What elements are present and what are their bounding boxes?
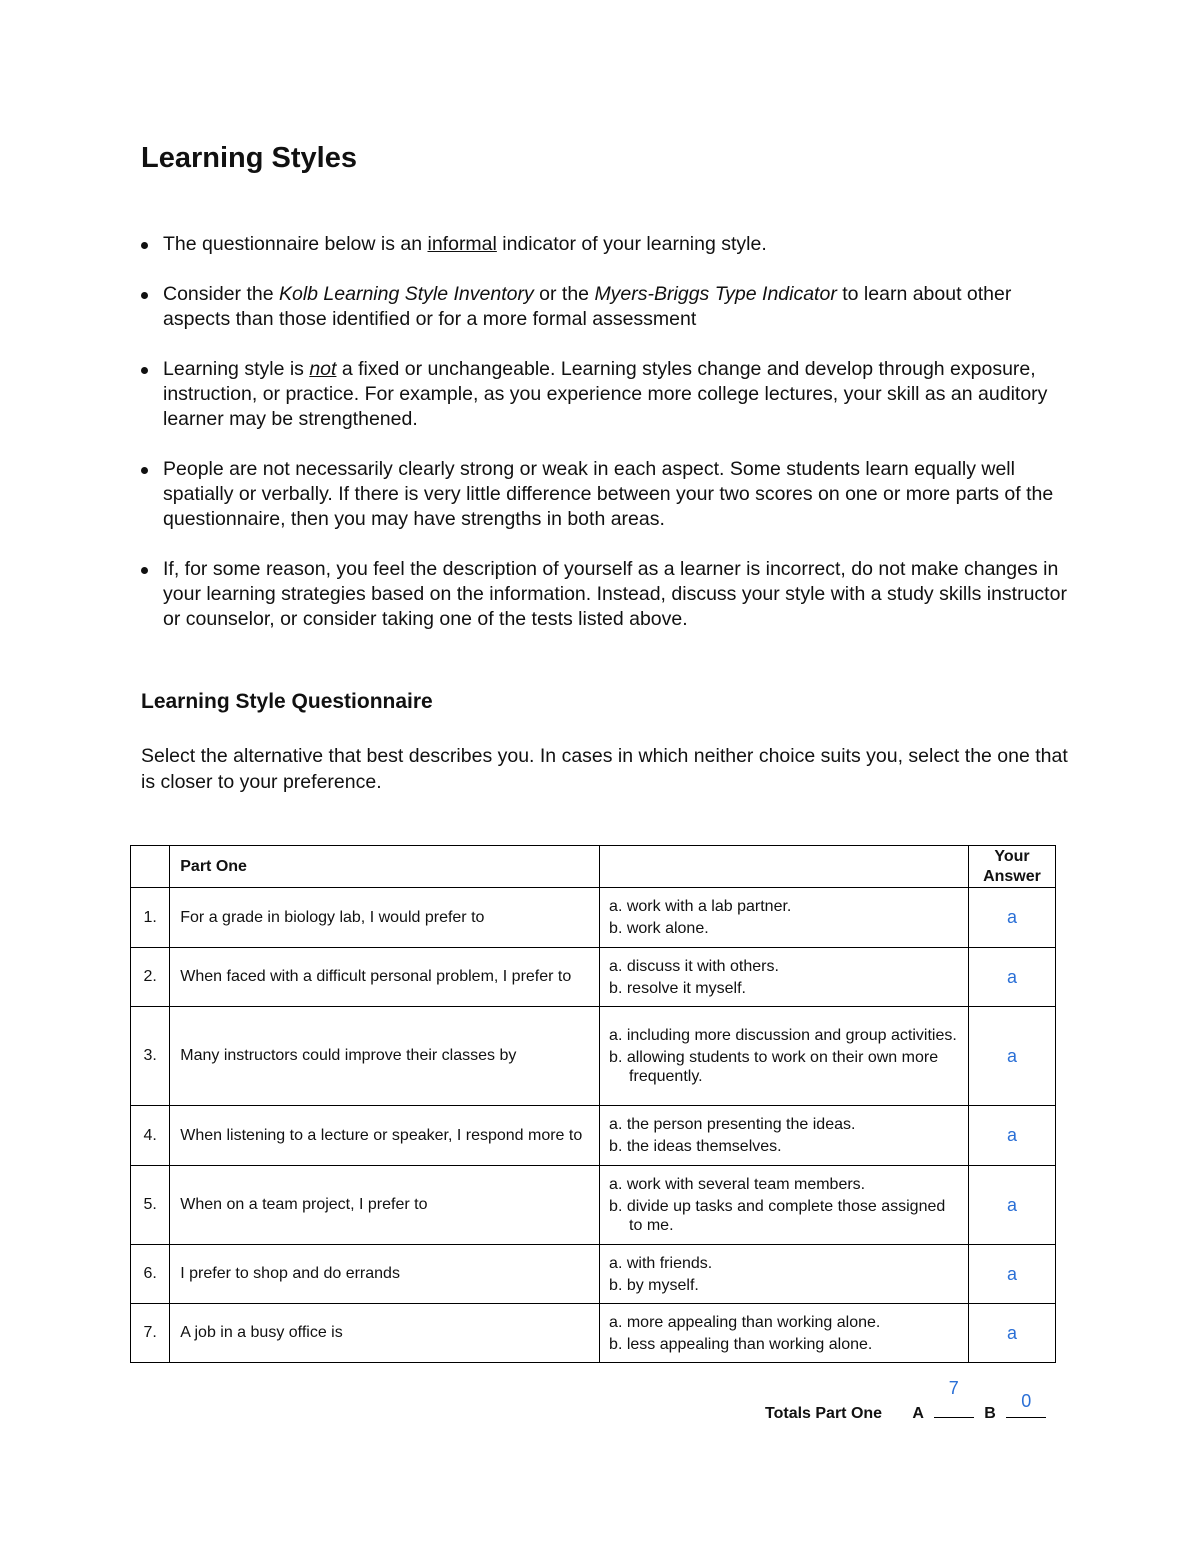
row-options xyxy=(600,1166,969,1245)
row-prompt: Many instructors could improve their classes by xyxy=(170,1007,600,1106)
option-a: a. the person presenting the ideas. xyxy=(609,1116,856,1133)
kolb-title: Kolb Learning Style Inventory xyxy=(278,283,534,305)
option-b: b. by myself. xyxy=(609,1276,699,1294)
option-a: a. work with several team members. xyxy=(609,1176,866,1193)
table-row xyxy=(131,1166,1056,1245)
bullet-item-kolb: Consider the Kolb Learning Style Inventory or the Myers-Briggs Type Indicator to learn about other aspects than those identified or for a more formal assessment xyxy=(141,282,1081,332)
emphasis-word: not xyxy=(309,358,337,380)
row-prompt: When on a team project, I prefer to xyxy=(170,1166,600,1245)
totals-b-value: 0 xyxy=(1021,1391,1032,1411)
questionnaire-instructions: Select the alternative that best describes you. In cases in which neither choice suits you, select the one that is closer to your preference. xyxy=(141,745,1068,793)
table-row xyxy=(131,1007,1056,1106)
row-prompt: A job in a busy office is xyxy=(170,1304,600,1363)
totals-b-label: B xyxy=(984,1405,996,1422)
option-b: b. resolve it myself. xyxy=(609,979,746,997)
underlined-word: informal xyxy=(427,233,497,255)
answer-cell: a xyxy=(968,1106,1055,1166)
option-b: b. less appealing than working alone. xyxy=(609,1335,873,1353)
option-b: b. work alone. xyxy=(609,920,709,937)
row-number: 4. xyxy=(131,1106,170,1166)
header-num-cell xyxy=(131,846,170,888)
answer-cell: a xyxy=(968,1304,1055,1363)
totals-a-label: A xyxy=(912,1405,924,1422)
option-a: a. more appealing than working alone. xyxy=(609,1313,881,1331)
header-part-cell: Part One xyxy=(170,846,600,888)
bullet-item-informal: The questionnaire below is an informal indicator of your learning style. xyxy=(141,232,1081,257)
myers-briggs-title: Myers-Briggs Type Indicator xyxy=(594,283,837,305)
option-b: b. allowing students to work on their own more frequently. xyxy=(609,1049,939,1085)
option-a: a. including more discussion and group activities. xyxy=(609,1027,957,1044)
row-number: 1. xyxy=(131,888,170,948)
table-row xyxy=(131,888,1056,948)
option-b: b. divide up tasks and complete those assigned to me. xyxy=(609,1198,946,1234)
bullet-dot-icon xyxy=(141,467,148,474)
table-row xyxy=(131,1304,1056,1363)
row-prompt: When faced with a difficult personal problem, I prefer to xyxy=(170,948,600,1007)
answer-cell: a xyxy=(968,1245,1055,1304)
totals-a-value: 7 xyxy=(948,1378,959,1398)
row-number: 3. xyxy=(131,1007,170,1106)
row-number: 7. xyxy=(131,1304,170,1363)
table-row xyxy=(131,1245,1056,1304)
bullet-item-not-fixed: Learning style is not a fixed or unchangeable. Learning styles change and develop through exposure, instruction, or practice. For example, as you experience more college lectures, your skill as an auditory learner may be strengthened. xyxy=(141,357,1081,432)
bullet-dot-icon xyxy=(141,367,148,374)
row-number: 2. xyxy=(131,948,170,1007)
row-options xyxy=(600,1245,969,1304)
row-prompt: I prefer to shop and do errands xyxy=(170,1245,600,1304)
row-options xyxy=(600,948,969,1007)
header-options-cell xyxy=(600,846,969,888)
totals-a-blank[interactable] xyxy=(934,1378,974,1418)
table-row xyxy=(131,948,1056,1007)
row-prompt: For a grade in biology lab, I would prefer to xyxy=(170,888,600,948)
row-options xyxy=(600,1106,969,1166)
bullet-dot-icon xyxy=(141,242,148,249)
row-prompt: When listening to a lecture or speaker, I respond more to xyxy=(170,1106,600,1166)
table-row xyxy=(131,1106,1056,1166)
bullet-item-strengths: People are not necessarily clearly strong or weak in each aspect. Some students learn equally well spatially or verbally. If there is very little difference between your two scores on one or more parts of the questionnaire, then you may have strengths in both areas. xyxy=(141,457,1081,532)
intro-bullet-list xyxy=(141,232,1081,657)
table-header-row xyxy=(131,846,1056,888)
row-options xyxy=(600,1007,969,1106)
totals-line xyxy=(765,1378,1052,1423)
questionnaire-title: Learning Style Questionnaire xyxy=(141,690,433,713)
row-options xyxy=(600,888,969,948)
bullet-dot-icon xyxy=(141,567,148,574)
totals-label: Totals Part One xyxy=(765,1405,883,1422)
answer-cell: a xyxy=(968,948,1055,1007)
answer-cell: a xyxy=(968,1166,1055,1245)
bullet-item-incorrect: If, for some reason, you feel the description of yourself as a learner is incorrect, do not make changes in your learning strategies based on the information. Instead, discuss your style with a study skills instructor or counselor, or consider taking one of the tests listed above. xyxy=(141,557,1081,632)
questionnaire-table xyxy=(130,845,1056,1363)
bullet-dot-icon xyxy=(141,292,148,299)
option-a: a. with friends. xyxy=(609,1254,713,1272)
answer-cell: a xyxy=(968,1007,1055,1106)
option-b: b. the ideas themselves. xyxy=(609,1138,782,1155)
row-number: 5. xyxy=(131,1166,170,1245)
option-a: a. discuss it with others. xyxy=(609,957,779,975)
row-options xyxy=(600,1304,969,1363)
totals-b-blank[interactable] xyxy=(1006,1391,1046,1418)
header-answer-cell: Your Answer xyxy=(968,846,1055,888)
option-a: a. work with a lab partner. xyxy=(609,898,792,915)
page-title: Learning Styles xyxy=(141,142,357,174)
row-number: 6. xyxy=(131,1245,170,1304)
answer-cell: a xyxy=(968,888,1055,948)
